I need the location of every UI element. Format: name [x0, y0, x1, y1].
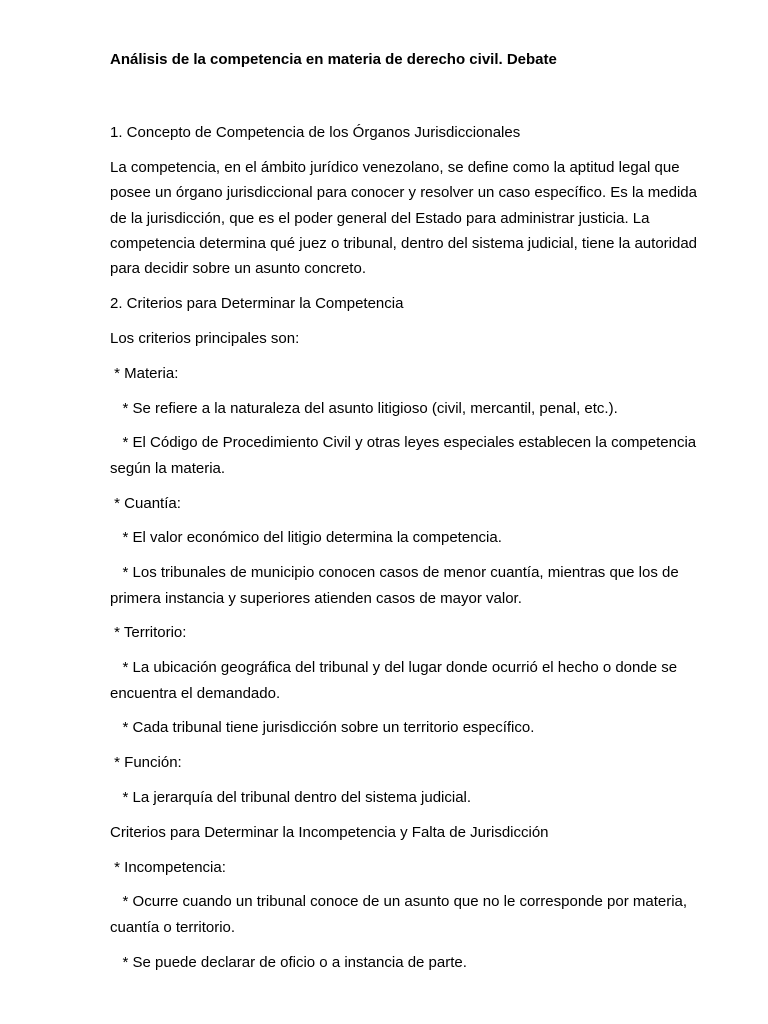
document-title: Análisis de la competencia en materia de derecho civil. Debate [110, 51, 557, 68]
list-item-materia: * Materia: [110, 364, 179, 382]
sub-item-materia-2: * El Código de Procedimiento Civil y otras leyes especiales establecen la competencia según la materia. [110, 434, 701, 477]
section-heading-incompetencia: Criterios para Determinar la Incompetencia y Falta de Jurisdicción [110, 823, 549, 841]
section-heading-concepto: 1. Concepto de Competencia de los Órganos Jurisdiccionales [110, 124, 521, 141]
sub-item-territorio-1: * La ubicación geográfica del tribunal y del lugar donde ocurrió el hecho o donde se encuentra el demandado. [110, 659, 682, 702]
sub-item-incompetencia-2: * Se puede declarar de oficio o a instancia de parte. [110, 953, 467, 971]
list-item-cuantia: * Cuantía: [110, 494, 181, 512]
sub-item-incompetencia-1: * Ocurre cuando un tribunal conoce de un asunto que no le corresponde por materia, cuantía o territorio. [110, 893, 692, 936]
list-item-territorio: * Territorio: [110, 624, 187, 642]
paragraph-intro-criterios: Los criterios principales son: [110, 330, 300, 348]
sub-item-funcion-1: * La jerarquía del tribunal dentro del sistema judicial. [110, 789, 472, 806]
sub-item-cuantia-1: * El valor económico del litigio determina la competencia. [110, 529, 502, 547]
sub-item-territorio-2: * Cada tribunal tiene jurisdicción sobre un territorio específico. [110, 719, 535, 737]
sub-item-materia-1: * Se refiere a la naturaleza del asunto litigioso (civil, mercantil, penal, etc.). [110, 399, 618, 417]
document-body [110, 50, 710, 975]
list-item-funcion: * Función: [110, 754, 182, 772]
list-item-incompetencia: * Incompetencia: [110, 858, 226, 876]
section-heading-criterios: 2. Criterios para Determinar la Competencia [110, 295, 404, 313]
sub-item-cuantia-2: * Los tribunales de municipio conocen casos de menor cuantía, mientras que los de primera instancia y superiores atienden casos de mayor valor. [110, 564, 683, 607]
paragraph-definicion: La competencia, en el ámbito jurídico venezolano, se define como la aptitud legal que posee un órgano jurisdiccional para conocer y resolver un caso específico. Es la medida de la jurisdicción, que es el poder general del Estado para administrar justicia. La competencia determina qué juez o tribunal, dentro del sistema judicial, tiene la autoridad para decidir sobre un asunto concreto. [110, 158, 702, 278]
